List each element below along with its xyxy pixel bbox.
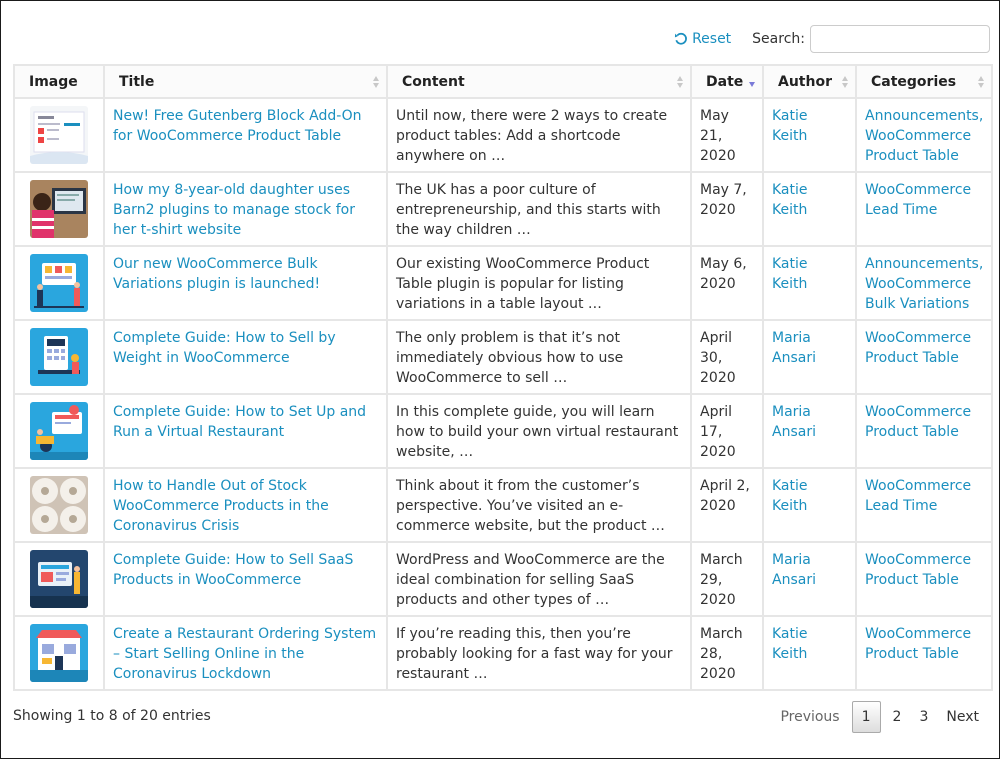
post-title-link[interactable]: Create a Restaurant Ordering System – Start Selling Online in the Coronavirus Lockdown [113,626,377,682]
post-author-cell [763,320,856,394]
post-date: May 6, 2020 [691,246,763,320]
post-title-cell [104,320,387,394]
post-thumbnail-cell [14,246,104,320]
post-thumbnail-image [30,254,88,312]
post-thumbnail-image [30,624,88,682]
column-header-author[interactable] [763,65,856,98]
post-date: April 2, 2020 [691,468,763,542]
post-categories-cell [856,320,992,394]
post-date: March 29, 2020 [691,542,763,616]
post-title-link[interactable]: How to Handle Out of Stock WooCommerce Products in the Coronavirus Crisis [113,478,329,534]
table-row [14,616,992,690]
table-row [14,172,992,246]
posts-table [13,64,993,691]
post-categories-cell [856,394,992,468]
post-excerpt: WordPress and WooCommerce are the ideal combination for selling SaaS products and other types of … [387,542,691,616]
reset-icon [674,32,688,46]
post-title-link[interactable]: Complete Guide: How to Sell by Weight in WooCommerce [113,330,336,366]
post-author-link[interactable]: Katie Keith [772,182,808,218]
post-categories-cell [856,616,992,690]
post-thumbnail-link[interactable] [30,624,88,682]
page-2-button[interactable]: 2 [892,709,902,725]
category-link[interactable]: WooCommerce Product Table [865,128,972,164]
post-title-cell [104,468,387,542]
sort-icon [677,76,684,90]
reset-link[interactable] [674,31,731,47]
column-header-content[interactable] [387,65,691,98]
post-title-cell [104,542,387,616]
category-link[interactable]: WooCommerce Lead Time [865,478,972,514]
table-row [14,320,992,394]
post-author-cell [763,394,856,468]
post-title-link[interactable]: Our new WooCommerce Bulk Variations plugin is launched! [113,256,321,292]
post-excerpt: The UK has a poor culture of entrepreneurship, and this starts with the way children … [387,172,691,246]
post-excerpt: If you’re reading this, then you’re probably looking for a fast way for your restaurant … [387,616,691,690]
column-header-label: Date [706,73,744,90]
post-categories-cell [856,172,992,246]
post-thumbnail-link[interactable] [30,254,88,312]
post-title-cell [104,616,387,690]
page-1-button[interactable]: 1 [852,701,881,733]
category-link[interactable]: WooCommerce Lead Time [865,182,972,218]
post-title-link[interactable]: How my 8-year-old daughter uses Barn2 plugins to manage stock for her t-shirt website [113,182,355,238]
post-excerpt: Think about it from the customer’s perspective. You’ve visited an e-commerce website, but the product … [387,468,691,542]
post-thumbnail-image [30,180,88,238]
table-toolbar [674,24,990,54]
column-header-categories[interactable] [856,65,992,98]
post-thumbnail-link[interactable] [30,476,88,534]
post-title-link[interactable]: Complete Guide: How to Sell SaaS Products in WooCommerce [113,552,354,588]
post-categories-cell [856,246,992,320]
post-thumbnail-image [30,550,88,608]
post-date: April 30, 2020 [691,320,763,394]
post-author-link[interactable]: Katie Keith [772,478,808,514]
post-thumbnail-cell [14,394,104,468]
column-header-label: Title [119,73,155,90]
post-title-cell [104,394,387,468]
post-thumbnail-cell [14,98,104,172]
post-author-link[interactable]: Katie Keith [772,108,808,144]
post-author-cell [763,468,856,542]
post-excerpt: Until now, there were 2 ways to create product tables: Add a shortcode anywhere on … [387,98,691,172]
post-date: May 7, 2020 [691,172,763,246]
reset-label: Reset [692,31,732,47]
category-link[interactable]: WooCommerce Bulk Variations [865,276,972,312]
table-row [14,246,992,320]
post-thumbnail-cell [14,616,104,690]
category-link[interactable]: WooCommerce Product Table [865,552,972,588]
post-author-link[interactable]: Maria Ansari [772,404,816,440]
post-title-link[interactable]: Complete Guide: How to Set Up and Run a Virtual Restaurant [113,404,367,440]
search-input[interactable] [810,25,990,53]
pagination [772,701,987,733]
post-thumbnail-cell [14,542,104,616]
post-thumbnail-image [30,476,88,534]
table-row [14,542,992,616]
table-header-row [14,65,992,98]
post-thumbnail-link[interactable] [30,106,88,164]
entries-info: Showing 1 to 8 of 20 entries [13,708,211,724]
search-label: Search: [752,31,805,47]
table-row [14,394,992,468]
post-excerpt: In this complete guide, you will learn how to build your own virtual restaurant website, … [387,394,691,468]
sort-icon [978,76,985,90]
post-author-cell [763,246,856,320]
post-thumbnail-cell [14,320,104,394]
post-thumbnail-image [30,106,88,164]
post-title-cell [104,246,387,320]
post-author-cell [763,616,856,690]
column-header-title[interactable] [104,65,387,98]
post-author-link[interactable]: Maria Ansari [772,552,816,588]
sort-icon [842,76,849,90]
table-row [14,468,992,542]
post-author-link[interactable]: Katie Keith [772,256,808,292]
post-author-link[interactable]: Katie Keith [772,626,808,662]
column-header-label: Image [29,73,78,90]
category-link[interactable]: WooCommerce Product Table [865,330,972,366]
post-author-link[interactable]: Maria Ansari [772,330,816,366]
category-link[interactable]: WooCommerce Product Table [865,404,972,440]
category-link[interactable]: WooCommerce Product Table [865,626,972,662]
post-thumbnail-cell [14,468,104,542]
post-author-cell [763,98,856,172]
post-categories-cell [856,542,992,616]
column-header-label: Content [402,73,465,90]
post-thumbnail-link[interactable] [30,550,88,608]
post-title-link[interactable]: New! Free Gutenberg Block Add-On for WooCommerce Product Table [113,108,362,144]
post-thumbnail-link[interactable] [30,180,88,238]
post-thumbnail-cell [14,172,104,246]
post-title-cell [104,98,387,172]
column-header-date[interactable] [691,65,763,98]
post-author-cell [763,542,856,616]
post-thumbnail-link[interactable] [30,402,88,460]
post-thumbnail-image [30,402,88,460]
table-row [14,98,992,172]
sort-icon [373,76,380,90]
post-title-cell [104,172,387,246]
next-page-button[interactable]: Next [946,709,979,725]
post-excerpt: Our existing WooCommerce Product Table plugin is popular for listing variations in a table layout … [387,246,691,320]
category-link[interactable]: Announcements, [865,108,984,124]
sort-descending-icon [749,76,756,90]
post-thumbnail-link[interactable] [30,328,88,386]
previous-page-button[interactable]: Previous [780,709,840,725]
column-header-image [14,65,104,98]
post-thumbnail-image [30,328,88,386]
post-date: March 28, 2020 [691,616,763,690]
post-date: May 21, 2020 [691,98,763,172]
post-author-cell [763,172,856,246]
post-excerpt: The only problem is that it’s not immediately obvious how to use WooCommerce to sell … [387,320,691,394]
post-categories-cell [856,98,992,172]
category-link[interactable]: Announcements, [865,256,984,272]
post-categories-cell [856,468,992,542]
post-date: April 17, 2020 [691,394,763,468]
column-header-label: Categories [871,73,957,90]
page-3-button[interactable]: 3 [919,709,929,725]
column-header-label: Author [778,73,832,90]
